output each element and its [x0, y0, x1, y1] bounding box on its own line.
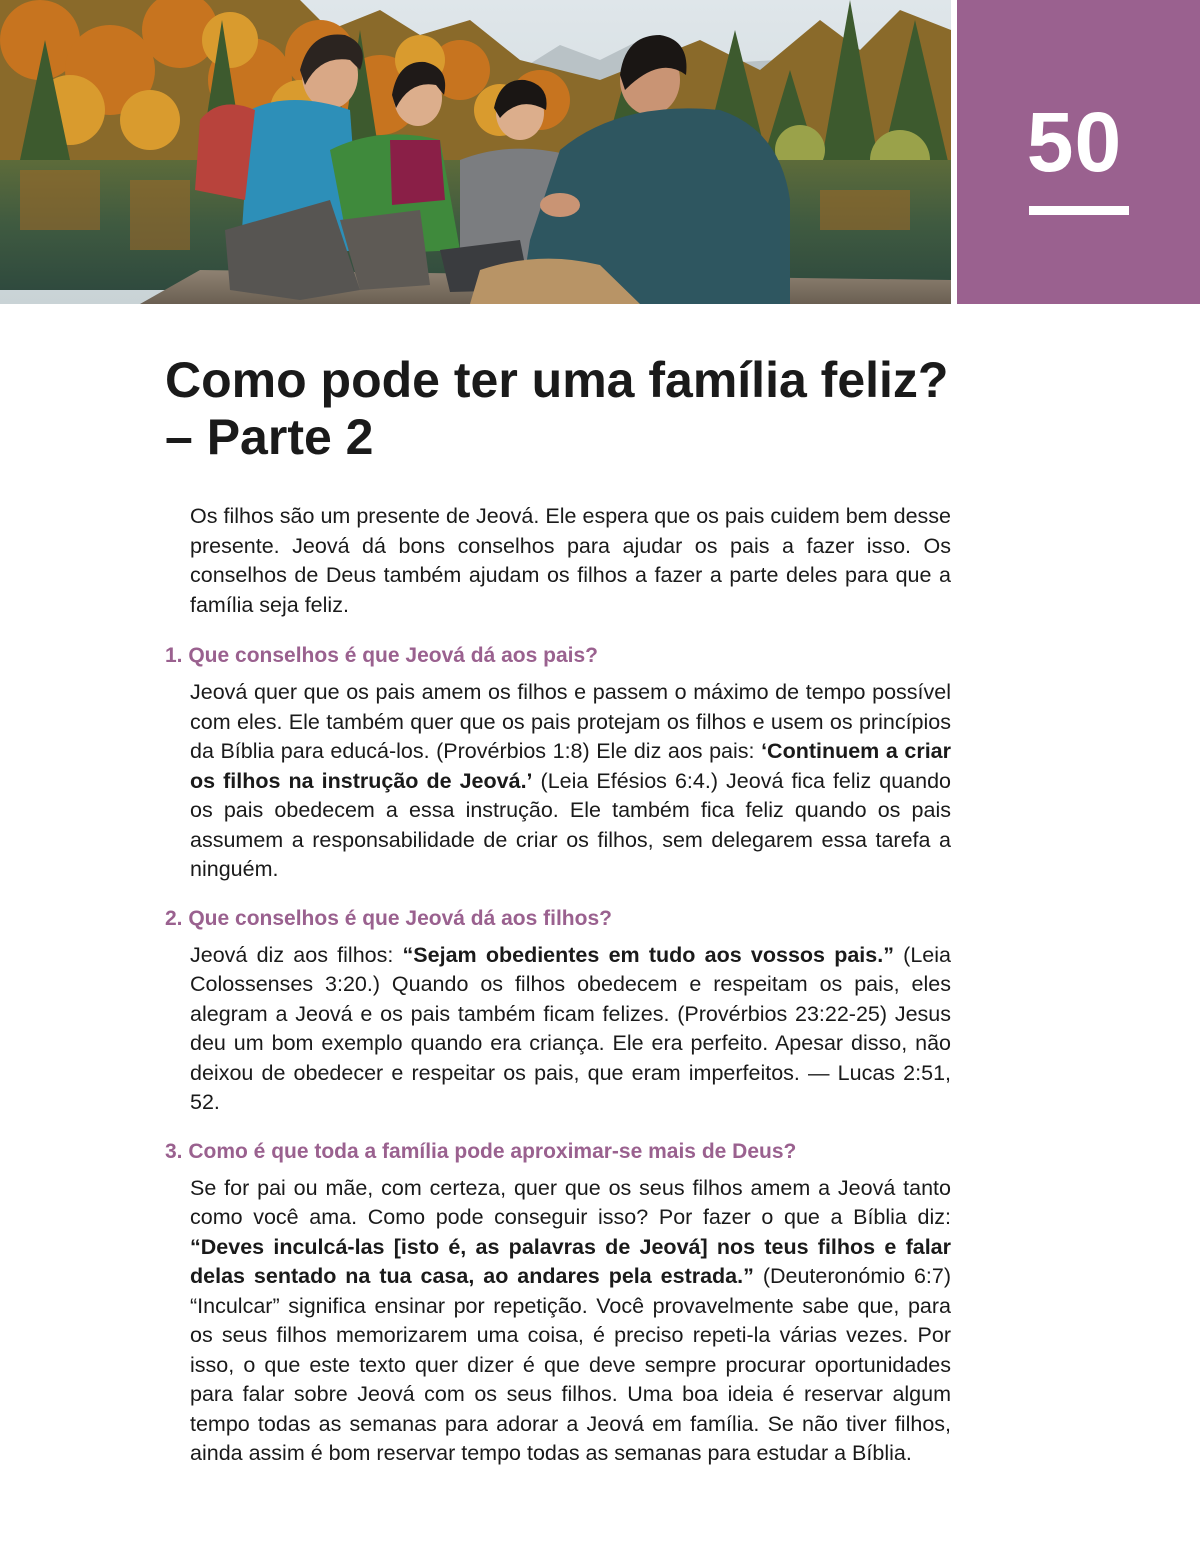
lesson-content — [165, 502, 951, 1469]
section-3-heading: 3. Como é que toda a família pode aproximar-se mais de Deus? — [165, 1139, 797, 1163]
intro-paragraph: Os filhos são um presente de Jeová. Ele espera que os pais cuidem bem desse presente. Jeová dá bons conselhos para ajudar os pais a fazer isso. Os conselhos de Deus também ajudam os filhos a fazer a parte deles para que a família seja feliz. — [190, 504, 951, 617]
badge-underline — [1029, 206, 1129, 215]
section-2-text-start: Jeová diz aos filhos: — [190, 942, 403, 967]
section-3-text-end: (Deuteronómio 6:7) “Inculcar” significa ensinar por repetição. Você provavelmente sabe que, para os seus filhos memorizarem uma coisa, é preciso repeti-la várias vezes. Por isso, o que este texto quer dizer é que deve sempre procurar oportunidades para falar sobre Jeová com os seus filhos. Uma boa ideia é reservar algum tempo todas as semanas para adorar a Jeová em família. Se não tiver filhos, ainda assim é bom reservar tempo todas as semanas para estudar a Bíblia. — [190, 1264, 952, 1465]
lesson-number: 50 — [1026, 95, 1123, 189]
page-title: Como pode ter uma família feliz? – Parte 2 — [165, 352, 949, 465]
lesson-number-badge — [957, 0, 1200, 304]
section-1-text-end: (Leia Efésios 6:4.) Jeová fica feliz quando os pais obedecem a essa instrução. Ele também fica feliz quando os pais assumem a responsabilidade de criar os filhos, sem delegarem essa tarefa a ninguém. — [190, 768, 951, 881]
section-1-heading: 1. Que conselhos é que Jeová dá aos pais? — [165, 644, 598, 667]
section-1-text-start: Jeová quer que os pais amem os filhos e passem o máximo de tempo possível com eles. Ele também quer que os pais protejam os filhos e usem os princípios da Bíblia para educá-los. (Provérbios 1:8) Ele diz aos pais: — [190, 680, 951, 763]
section-2-heading: 2. Que conselhos é que Jeová dá aos filhos? — [165, 906, 612, 930]
section-3-paragraph — [190, 1174, 951, 1469]
family-photo — [0, 0, 951, 304]
section-1-paragraph — [190, 678, 951, 885]
section-3-scripture-quote: “Deves inculcá-las [isto é, as palavras de Jeová] nos teus filhos e falar delas sentado na tua casa, ao andares pela estrada.” — [190, 1234, 951, 1288]
section-2-text-end: (Leia Colossenses 3:20.) Quando os filhos obedecem e respeitam os pais, eles alegram a Jeová e os pais também ficam felizes. (Provérbios 23:22-25) Jesus deu um bom exemplo quando era criança. Ele era perfeito. Apesar disso, não deixou de obedecer e respeitar os pais, que eram imperfeitos. — Lucas 2:51, 52. — [190, 942, 951, 1114]
section-3-text-start: Se for pai ou mãe, com certeza, quer que os seus filhos amem a Jeová tanto como você ama. Como pode conseguir isso? Por fazer o que a Bíblia diz: — [190, 1175, 951, 1229]
section-1-scripture-quote: ‘Continuem a criar os filhos na instrução de Jeová.’ — [190, 739, 951, 793]
section-2-paragraph — [190, 941, 951, 1118]
section-2-scripture-quote: “Sejam obedientes em tudo aos vossos pais.” — [402, 942, 894, 967]
